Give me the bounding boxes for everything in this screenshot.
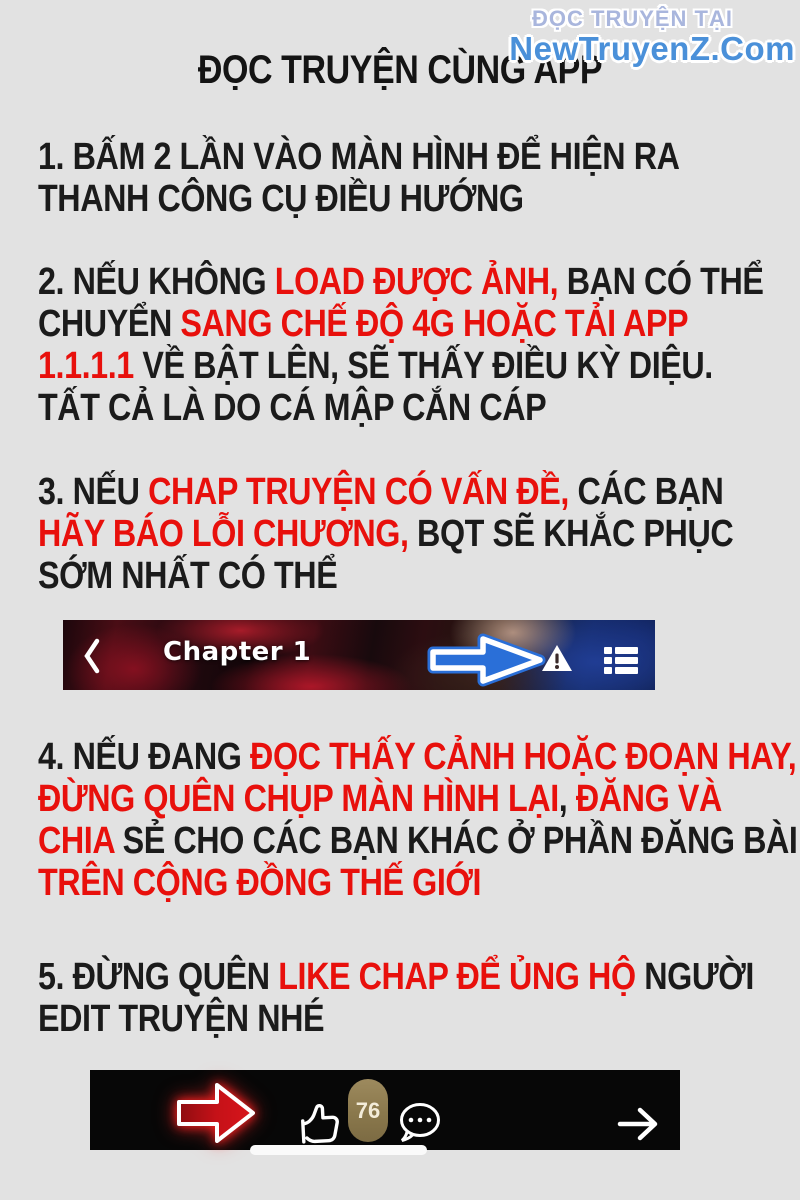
text-segment: CHUYỂN <box>38 303 181 345</box>
instruction-line <box>38 998 754 1040</box>
text-segment: CHAP TRUYỆN CÓ VẤN ĐỀ, <box>148 471 569 513</box>
instruction-line <box>38 303 764 345</box>
text-segment: EDIT TRUYỆN NHÉ <box>38 998 325 1040</box>
text-segment: 1. BẤM 2 LẦN VÀO MÀN HÌNH ĐỂ HIỆN RA <box>38 136 680 178</box>
logo-site-name: NewTruyenZ.Com <box>509 30 795 67</box>
text-segment: NGƯỜI <box>635 956 754 998</box>
chapter-title: Chapter 1 <box>163 637 312 667</box>
instruction-line <box>38 555 733 597</box>
text-segment: 5. ĐỪNG QUÊN <box>38 956 279 998</box>
instruction-line <box>38 471 733 513</box>
site-logo <box>509 6 795 68</box>
report-warning-icon[interactable] <box>541 644 573 678</box>
instruction-line <box>38 513 733 555</box>
instruction-section-4 <box>38 736 797 904</box>
text-segment: ĐỌC THẤY CẢNH HOẶC ĐOẠN HAY, <box>250 736 797 778</box>
instruction-section-3 <box>38 471 733 597</box>
text-segment: SỚM NHẤT CÓ THỂ <box>38 555 338 597</box>
red-arrow-pointer-icon <box>175 1078 257 1153</box>
text-segment: 3. NẾU <box>38 471 149 513</box>
blue-arrow-pointer-icon <box>427 632 547 690</box>
instruction-line <box>38 178 680 220</box>
text-segment: TRÊN CỘNG ĐỒNG THẾ GIỚI <box>38 862 482 904</box>
next-chapter-arrow-icon[interactable] <box>616 1105 660 1148</box>
instruction-line <box>38 820 797 862</box>
text-segment: SANG CHẾ ĐỘ 4G HOẶC TẢI APP <box>180 303 689 345</box>
text-segment: 2. NẾU KHÔNG <box>38 261 275 303</box>
instruction-section-2 <box>38 261 764 429</box>
text-segment: BQT SẼ KHẮC PHỤC <box>408 513 734 555</box>
instruction-line <box>38 136 680 178</box>
like-count-badge: 76 <box>348 1079 388 1142</box>
comment-bubble-icon[interactable] <box>396 1101 442 1150</box>
reader-bottombar-screenshot <box>90 1070 680 1150</box>
logo-tagline: ĐỌC TRUYỆN TẠI <box>532 6 733 31</box>
text-segment: BẠN CÓ THỂ <box>558 261 764 303</box>
text-segment: ĐỪNG QUÊN CHỤP MÀN HÌNH LẠI <box>38 778 559 820</box>
text-segment: VỀ BẬT LÊN, SẼ THẤY ĐIỀU KỲ DIỆU. <box>133 345 713 387</box>
text-segment: ĐĂNG VÀ <box>575 778 722 820</box>
text-segment: CÁC BẠN <box>568 471 724 513</box>
text-segment: CHIA <box>38 820 123 862</box>
text-segment: HÃY BÁO LỖI CHƯƠNG, <box>38 513 409 555</box>
text-segment: TẤT CẢ LÀ DO CÁ MẬP CẮN CÁP <box>38 387 547 429</box>
chapter-list-icon[interactable] <box>604 647 638 679</box>
text-segment: , <box>558 778 576 820</box>
instruction-line <box>38 862 797 904</box>
text-segment: LIKE CHAP ĐỂ ỦNG HỘ <box>278 956 636 998</box>
text-segment: 4. NẾU ĐANG <box>38 736 251 778</box>
text-segment: SẺ CHO CÁC BẠN KHÁC Ở PHẦN ĐĂNG BÀI <box>122 820 798 862</box>
text-segment: THANH CÔNG CỤ ĐIỀU HƯỚNG <box>38 178 524 220</box>
instruction-section-1 <box>38 136 680 220</box>
instruction-line <box>38 387 764 429</box>
instruction-line <box>38 261 764 303</box>
text-segment: LOAD ĐƯỢC ẢNH, <box>274 261 559 303</box>
back-chevron-icon[interactable] <box>83 638 101 679</box>
home-indicator <box>250 1145 427 1155</box>
text-segment: 1.1.1.1 <box>38 345 134 387</box>
reader-toolbar-screenshot <box>63 620 655 690</box>
instruction-line <box>38 736 797 778</box>
instruction-line <box>38 778 797 820</box>
instruction-line <box>38 345 764 387</box>
instruction-line <box>38 956 754 998</box>
page-title: ĐỌC TRUYỆN CÙNG APP <box>197 48 603 92</box>
instruction-section-5 <box>38 956 754 1040</box>
